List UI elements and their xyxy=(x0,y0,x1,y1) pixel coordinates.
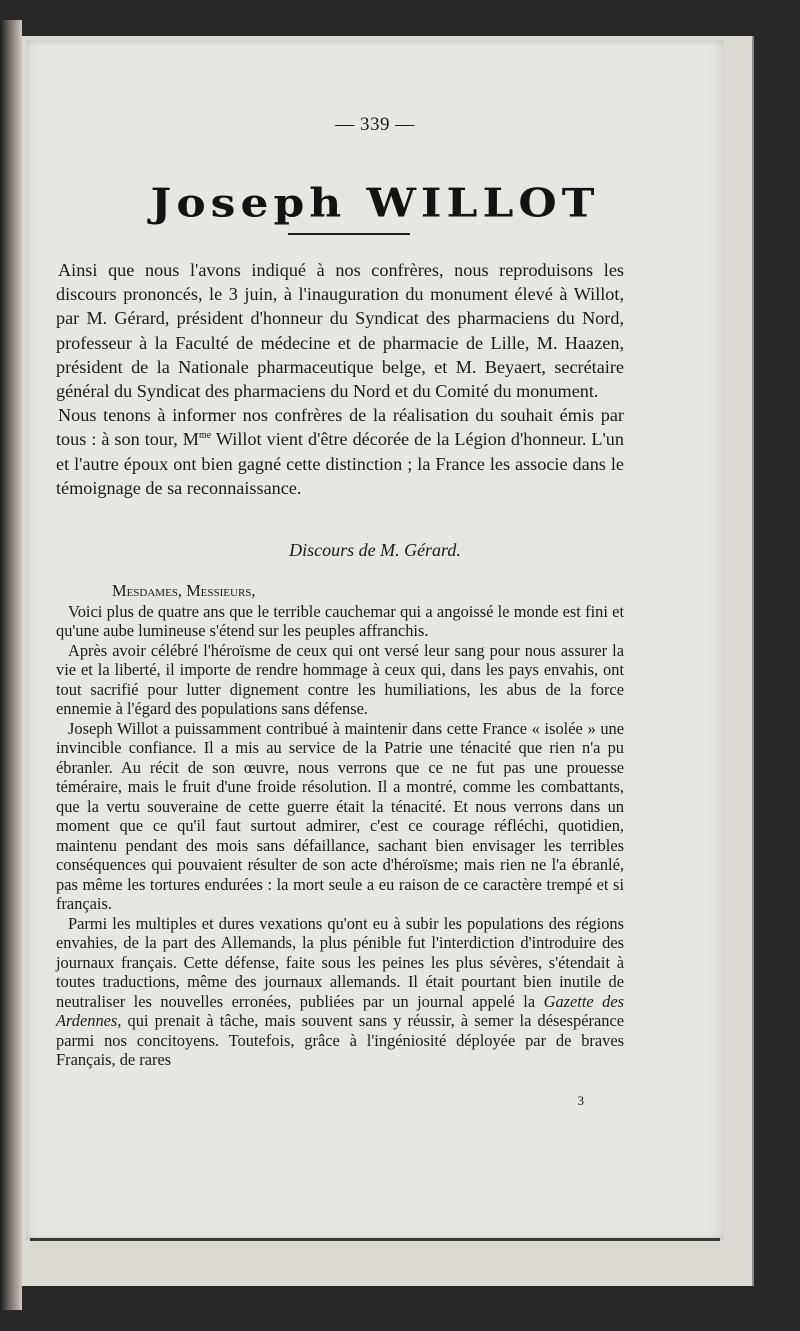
scan-binding-edge xyxy=(0,20,22,1310)
speech-paragraph-1: Voici plus de quatre ans que le terrible cauchemar qui a angoissé le monde est fini et qu'une aube lumineuse s'étend sur les peuples affranchis. xyxy=(56,601,624,640)
speech-paragraph-4: Parmi les multiples et dures vexations qu'ont eu à subir les populations des régions envahies, de la part des Allemands, la plus pénible fut l'interdiction d'introduire des journaux français. Cette défense, faite sous les peines les plus sévères, s'étendait à toutes traductions, même des journaux allemands. Il était pourtant bien inutile de neutraliser les nouvelles erronées, publiées par un journal appelé la Gazette des Ardennes, qui prenait à tâche, mais souvent sans y réussir, à semer la désespérance parmi nos concitoyens. Toutefois, grâce à l'ingéniosité déployée par de braves Français, de rares xyxy=(56,913,625,1069)
book-page xyxy=(26,40,724,1240)
page-bottom-edge xyxy=(30,1238,720,1241)
title-underline xyxy=(288,233,410,235)
page-number: — 339 — xyxy=(335,114,415,135)
salutation: Mesdames, Messieurs, xyxy=(112,581,256,600)
speech-paragraph-2: Après avoir célébré l'héroïsme de ceux qui ont versé leur sang pour nous assurer la vie et la liberté, il importe de rendre hommage à ceux qui, dans les pays envahis, ont tout sacrifié pour lutter dignement contre les humiliations, les abus de la force ennemie à l'égard des populations sans défense. xyxy=(56,640,624,718)
intro-paragraph-1: Ainsi que nous l'avons indiqué à nos confrères, nous reproduisons les discours prononcés, le 3 juin, à l'inauguration du monument élevé à Willot, par M. Gérard, président d'honneur du Syndicat des pharmaciens du Nord, professeur à la Faculté de médecine et de pharmacie de Lille, M. Haazen, président de la Nationale pharmaceutique belge, et M. Beyaert, secrétaire général du Syndicat des pharmaciens du Nord et du Comité du monument. xyxy=(56,260,624,402)
speech-paragraph-3: Joseph Willot a puissamment contribué à maintenir dans cette France « isolée » une invincible confiance. Il a mis au service de la Patrie une ténacité que rien n'a pu ébranler. Au récit de son œuvre, nous verrons que ce ne fut pas une prouesse téméraire, mais le fruit d'une froide résolution. Il a montré, comme les combattants, que la vertu souveraine de cette guerre était la ténacité. Et nous verrons dans un moment que ce qu'il faut surtout admirer, c'est ce courage réfléchi, quotidien, maintenu pendant des mois sans défaillance, sachant bien envisager les terribles conséquences qui pouvaient résulter de son acte d'héroïsme; mais rien ne l'a ébranlé, pas même les tortures endurées : la mort seule a eu raison de ce caractère trempé et si français. xyxy=(56,718,624,913)
signature-mark: 3 xyxy=(577,1093,584,1108)
intro-text xyxy=(56,258,624,500)
speech-heading: Discours de M. Gérard. xyxy=(289,540,461,560)
intro-paragraph-2: Nous tenons à informer nos confrères de la réalisation du souhait émis par tous : à son tour, $M^{me}$ Willot vient d'être décorée de la Légion d'honneur. L'un et l'autre époux ont bien gagné cette distinction ; la France les associe dans le témoignage de sa reconnaissance. xyxy=(56,405,624,498)
speech-text xyxy=(56,581,624,1070)
article-title: Joseph WILLOT xyxy=(150,180,600,227)
